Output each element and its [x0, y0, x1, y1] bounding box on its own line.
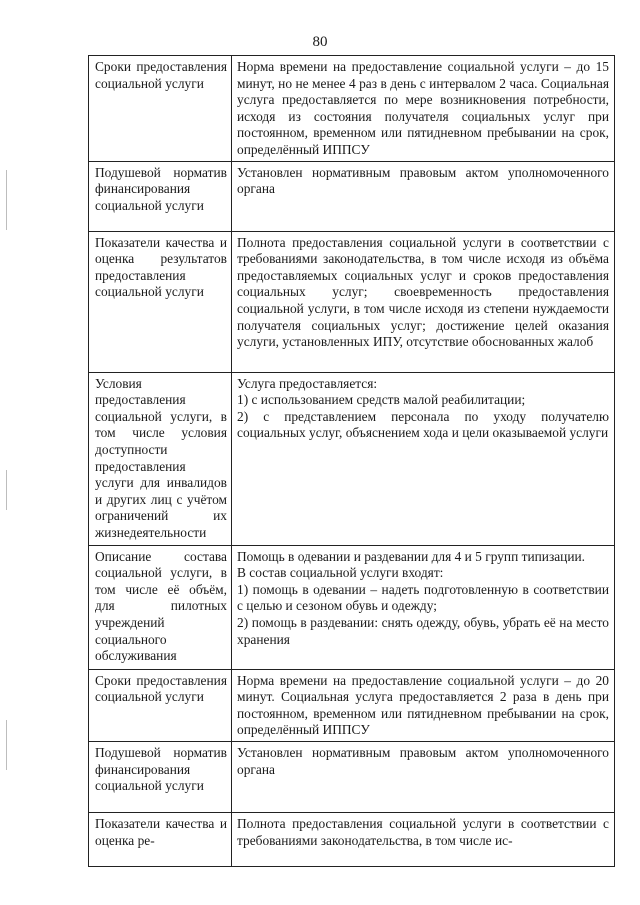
scan-edge-mark [6, 720, 7, 770]
row-label: Сроки предоставления социальной услуги [89, 669, 232, 741]
row-label: Показатели качества и оценка результатов предоставления социальной услуги [89, 231, 232, 372]
row-value-line: 1) помощь в одевании – надеть подготовленную в соответствии с целью и сезоном обувь и одежду; [237, 581, 609, 614]
scan-edge-mark [6, 170, 7, 230]
table-row [89, 741, 615, 812]
scan-edge-mark [6, 470, 7, 510]
row-value [232, 56, 615, 162]
row-value-line: Норма времени на предоставление социальной услуги – до 15 минут, но не менее 4 раз в день с интервалом 2 часа. Социальная услуга предоставляется по мере возникновения потребности, исходя из состояния получателя социальных услуг при постоянном, временном или пятидневном пребывании на срок, определённый ИППСУ [237, 59, 609, 157]
table-row [89, 669, 615, 741]
row-value [232, 545, 615, 669]
row-value-line: В состав социальной услуги входят: [237, 565, 444, 581]
row-label: Сроки предоставления социальной услуги [89, 56, 232, 162]
row-label: Условия предоставления социальной услуги, в том числе условия доступности предоставления услуги для инвалидов и других лиц с учётом ограничений их жизнедеятельности [89, 372, 232, 545]
row-value-line: Полнота предоставления социальной услуги в соответствии с требованиями законодательства, в том числе ис- [237, 815, 609, 848]
table-row [89, 161, 615, 231]
service-table [88, 55, 615, 867]
table-row [89, 372, 615, 545]
table-row [89, 545, 615, 669]
table-row [89, 231, 615, 372]
row-value-line: Установлен нормативным правовым актом уполномоченного органа [237, 164, 609, 197]
row-value [232, 812, 615, 866]
row-value [232, 231, 615, 372]
row-label: Подушевой норматив финансирования социальной услуги [89, 741, 232, 812]
row-label: Описание состава социальной услуги, в том числе её объём, для пилотных учреждений социального обслуживания [89, 545, 232, 669]
row-value [232, 741, 615, 812]
page-number: 80 [312, 34, 328, 50]
table-row [89, 812, 615, 866]
row-value-line: Полнота предоставления социальной услуги в соответствии с требованиями законодательства, в том числе исходя из объёма предоставляемых социальных услуг и сроков предоставления социальных услуг; своевременность предоставления социальной услуги, в том числе исходя из степени нуждаемости получателя социальных услуг; достижение целей оказания услуги, установленных ИПУ, отсутствие обоснованных жалоб [237, 234, 609, 350]
row-value [232, 372, 615, 545]
row-value-line: Установлен нормативным правовым актом уполномоченного органа [237, 744, 609, 777]
row-value-line: Услуга предоставляется: [237, 375, 378, 391]
row-value-line: Норма времени на предоставление социальной услуги – до 20 минут. Социальная услуга предоставляется 2 раза в день при постоянном, временном или пятидневном пребывании на срок, определённый ИППСУ [237, 672, 609, 738]
row-value [232, 669, 615, 741]
row-value [232, 161, 615, 231]
table-row [89, 56, 615, 162]
row-label: Показатели качества и оценка ре- [89, 812, 232, 866]
row-value-line: 2) с представлением персонала по уходу получателю социальных услуг, объяснением хода и цели оказываемой услуги [237, 408, 609, 441]
row-label: Подушевой норматив финансирования социальной услуги [89, 161, 232, 231]
row-value-line: 2) помощь в раздевании: снять одежду, обувь, убрать её на место хранения [237, 614, 609, 647]
row-value-line: 1) с использованием средств малой реабилитации; [237, 392, 526, 408]
row-value-line: Помощь в одевании и раздевании для 4 и 5 групп типизации. [237, 548, 586, 564]
